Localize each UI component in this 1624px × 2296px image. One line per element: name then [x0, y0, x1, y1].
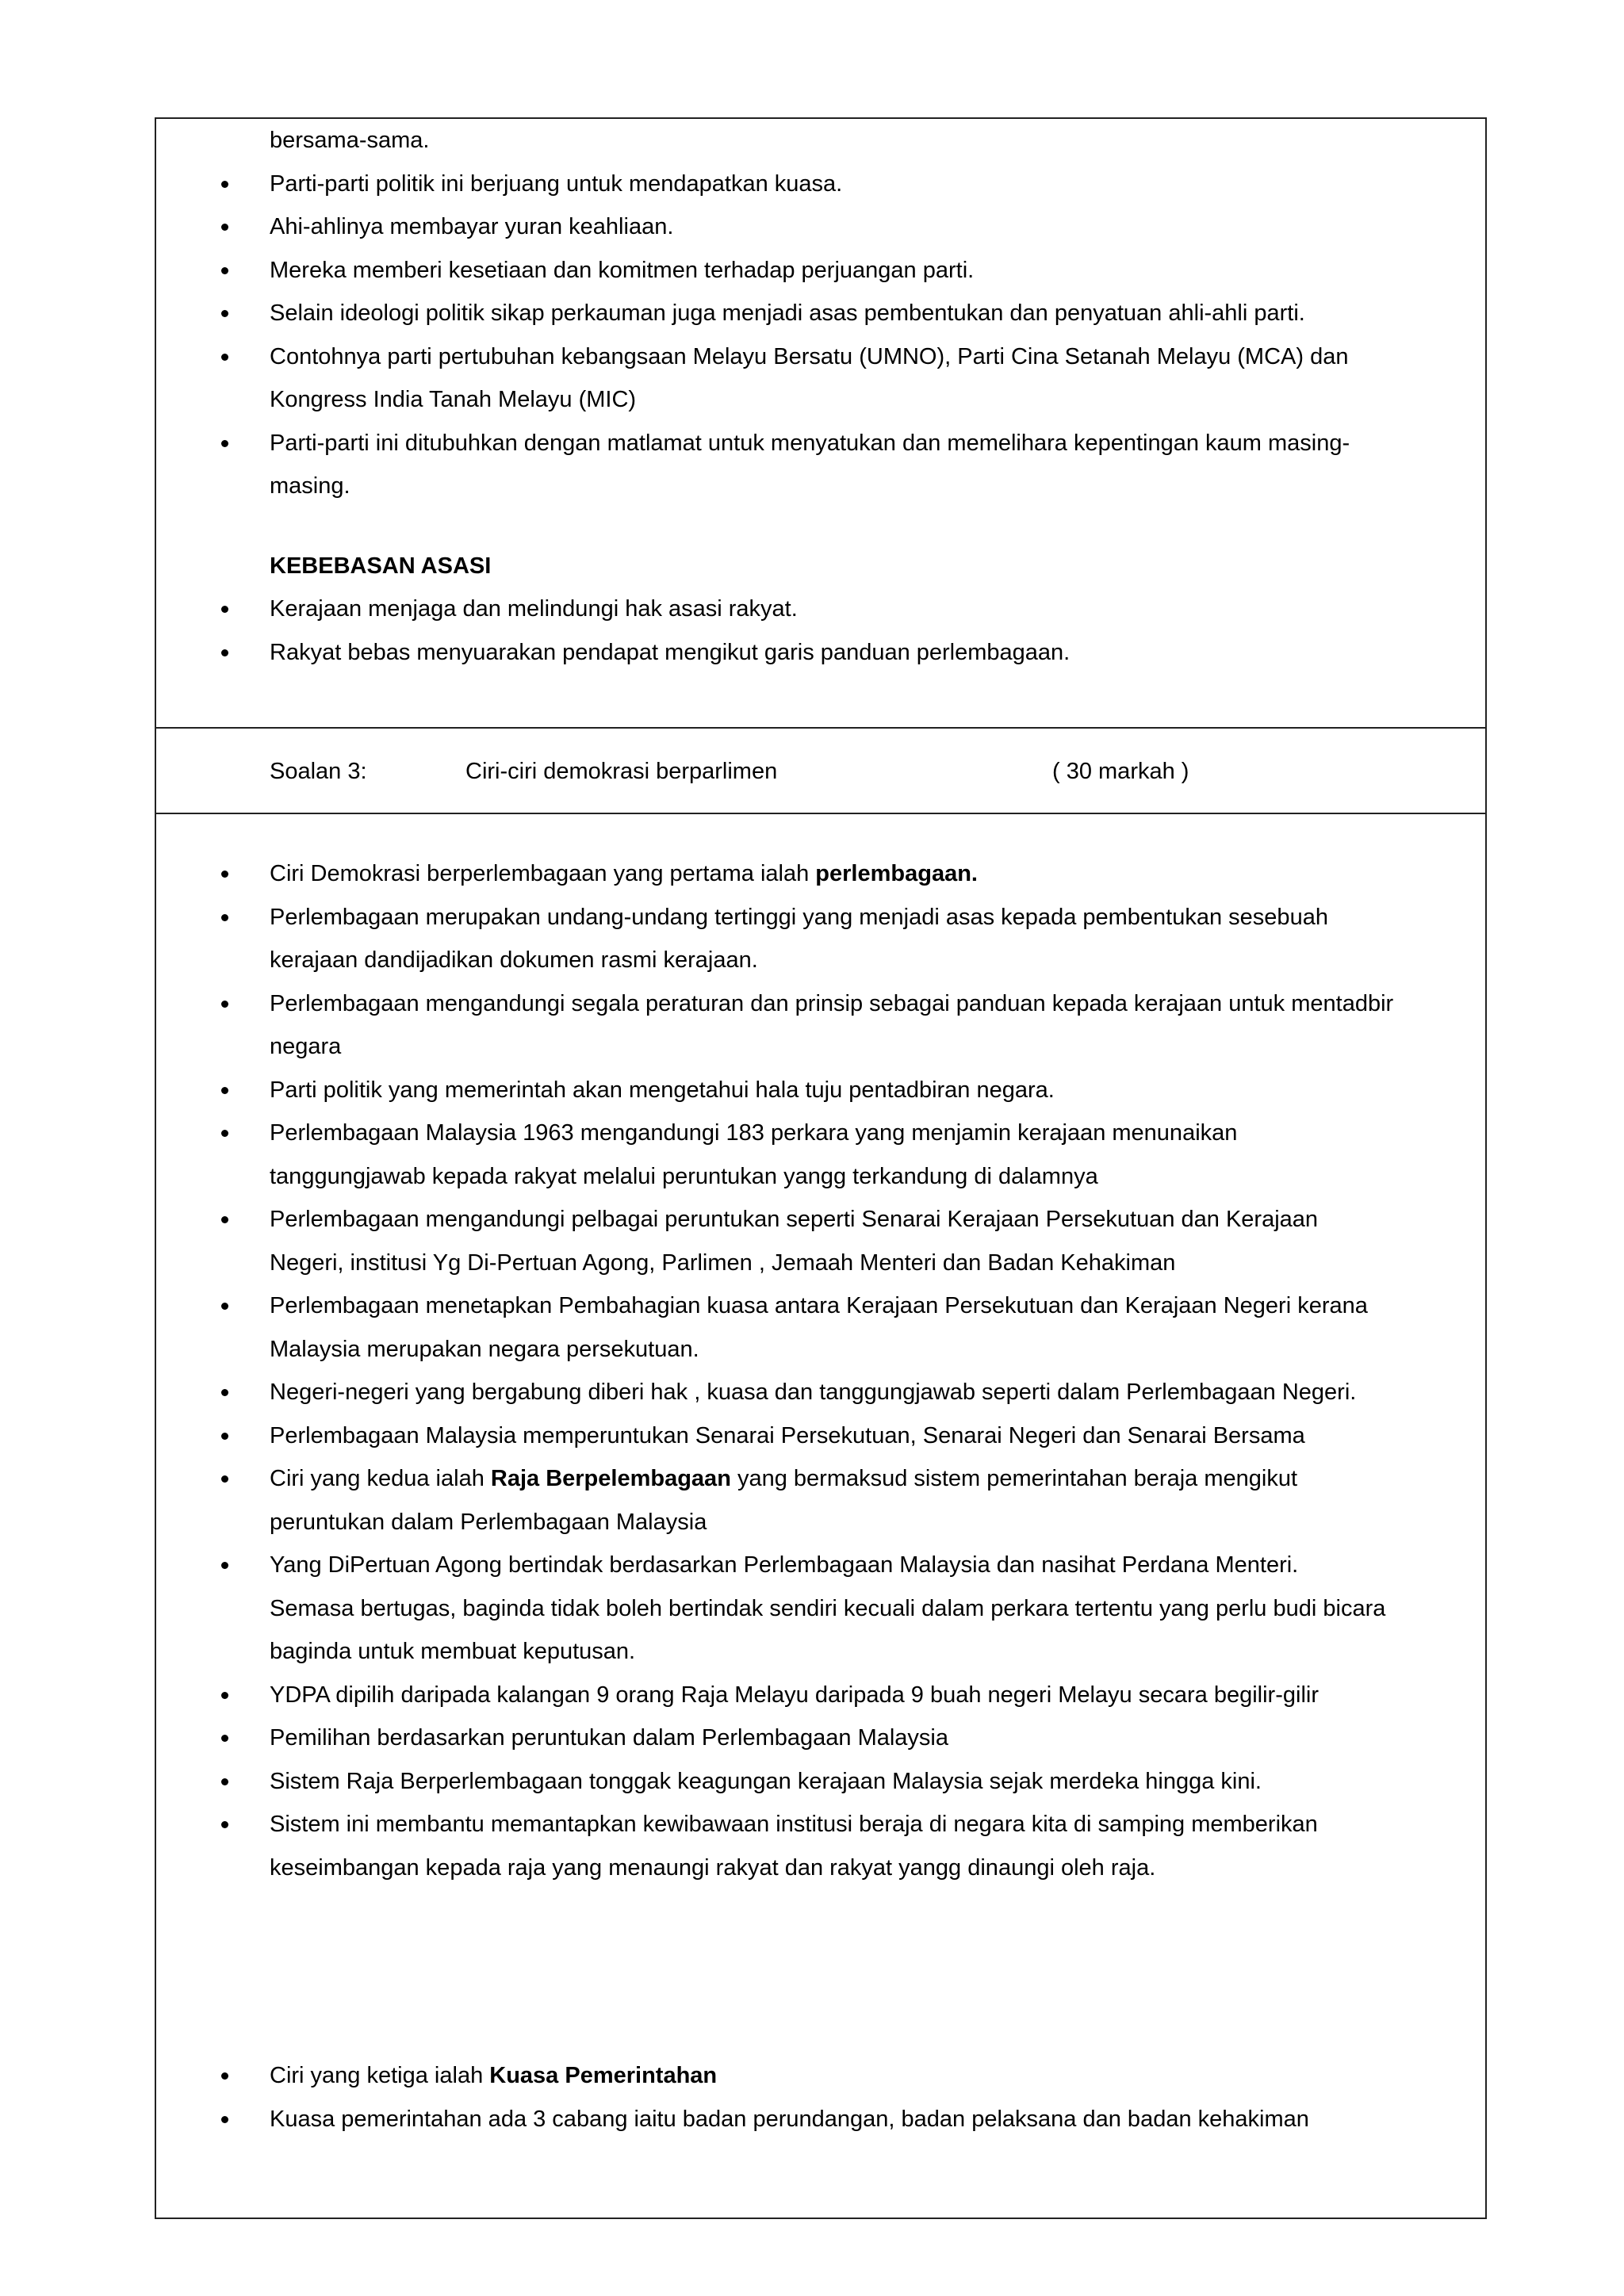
text-line: baginda untuk membuat keputusan. — [270, 1639, 636, 1664]
document-table — [155, 117, 1487, 2219]
list-item — [156, 982, 1485, 1069]
list-item: Kerajaan menjaga dan melindungi hak asasi rakyat. — [156, 587, 1485, 631]
text-line: Perlembagaan mengandungi segala peraturan dan prinsip sebagai panduan kepada kerajaan untuk mentadbir — [270, 990, 1394, 1016]
question-header — [156, 750, 1485, 793]
text-span: Ciri Demokrasi berperlembagaan yang pertama ialah — [270, 861, 816, 886]
freedom-bullet-list — [156, 587, 1485, 674]
list-item: bersama-sama. — [270, 128, 430, 153]
text-line: keseimbangan kepada raja yang menaungi rakyat dan rakyat yangg dinaungi oleh raja. — [270, 1854, 1156, 1881]
list-item — [156, 1198, 1485, 1284]
list-item — [156, 2054, 1485, 2098]
list-item: YDPA dipilih daripada kalangan 9 orang Raja Melayu daripada 9 buah negeri Melayu secara begilir-gilir — [156, 1674, 1485, 1717]
text-span: yang bermaksud sistem pemerintahan beraja mengikut — [730, 1466, 1298, 1491]
question-marks: ( 30 markah ) — [1052, 759, 1189, 784]
list-item: Rakyat bebas menyuarakan pendapat mengikut garis panduan perlembagaan. — [156, 631, 1485, 675]
text-line: Sistem ini membantu memantapkan kewibawaan institusi beraja di negara kita di samping memberikan — [270, 1812, 1318, 1837]
answer-section — [156, 814, 1485, 2218]
list-item — [156, 1803, 1485, 1889]
list-item: Ahi-ahlinya membayar yuran keahliaan. — [156, 205, 1485, 249]
text-span: Ciri yang kedua ialah — [270, 1466, 491, 1491]
text-line: Yang DiPertuan Agong bertindak berdasarkan Perlembagaan Malaysia dan nasihat Perdana Menteri. — [270, 1552, 1299, 1578]
question-row — [156, 729, 1485, 814]
text-line: Perlembagaan menetapkan Pembahagian kuasa antara Kerajaan Persekutuan dan Kerajaan Negeri kerana — [270, 1293, 1368, 1318]
text-line: masing. — [270, 473, 350, 499]
list-item — [156, 1544, 1485, 1674]
question-title: Ciri-ciri demokrasi berparlimen — [465, 759, 778, 784]
list-item: Perlembagaan Malaysia memperuntukan Senarai Persekutuan, Senarai Negeri dan Senarai Bersama — [156, 1414, 1485, 1458]
executive-bullet-list — [156, 2054, 1485, 2141]
text-line — [270, 1457, 1477, 1501]
list-item: Negeri-negeri yang bergabung diberi hak , kuasa dan tanggungjawab seperti dalam Perlembagaan Negeri. — [156, 1371, 1485, 1414]
list-item — [156, 852, 1485, 896]
bold-term: perlembagaan. — [815, 861, 978, 886]
text-line: Semasa bertugas, baginda tidak boleh bertindak sendiri kecuali dalam perkara tertentu yang perlu budi bicara — [270, 1595, 1386, 1621]
text-line: Perlembagaan mengandungi pelbagai peruntukan seperti Senarai Kerajaan Persekutuan dan Kerajaan — [270, 1207, 1319, 1232]
text-span: Ciri yang ketiga ialah — [270, 2063, 490, 2088]
text-line: Contohnya parti pertubuhan kebangsaan Melayu Bersatu (UMNO), Parti Cina Setanah Melayu (MCA) dan — [270, 343, 1349, 369]
section-heading: KEBEBASAN ASASI — [270, 553, 492, 579]
text-line: negara — [270, 1034, 342, 1059]
list-item — [156, 1457, 1485, 1544]
list-item — [156, 335, 1485, 422]
political-parties-section — [156, 119, 1485, 729]
text-line: Perlembagaan Malaysia 1963 mengandungi 183 perkara yang menjamin kerajaan menunaikan — [270, 1120, 1238, 1146]
text-line: Kongress India Tanah Melayu (MIC) — [270, 387, 637, 412]
constitution-bullet-list — [156, 852, 1485, 1457]
bold-term: Kuasa Pemerintahan — [489, 2063, 718, 2088]
list-item: Selain ideologi politik sikap perkauman juga menjadi asas pembentukan dan penyatuan ahli-ahli parti. — [156, 292, 1485, 335]
text-line: Malaysia merupakan negara persekutuan. — [270, 1336, 699, 1362]
text-line: tanggungjawab kepada rakyat melalui peruntukan yangg terkandung di dalamnya — [270, 1163, 1098, 1189]
list-item: Pemilihan berdasarkan peruntukan dalam Perlembagaan Malaysia — [156, 1716, 1485, 1760]
text-line: Perlembagaan merupakan undang-undang tertinggi yang menjadi asas kepada pembentukan sesebuah — [270, 904, 1328, 930]
list-item: Mereka memberi kesetiaan dan komitmen terhadap perjuangan parti. — [156, 249, 1485, 293]
text-line: Parti-parti ini ditubuhkan dengan matlamat untuk menyatukan dan memelihara kepentingan kaum masing- — [270, 430, 1350, 456]
list-item — [156, 1112, 1485, 1198]
party-bullet-list — [156, 119, 1485, 508]
bold-term: Raja Berpelembagaan — [490, 1466, 731, 1491]
list-item: Parti politik yang memerintah akan mengetahui hala tuju pentadbiran negara. — [156, 1069, 1485, 1112]
text-line: kerajaan dandijadikan dokumen rasmi kerajaan. — [270, 947, 758, 973]
list-item — [156, 422, 1485, 508]
list-item: Kuasa pemerintahan ada 3 cabang iaitu badan perundangan, badan pelaksana dan badan kehakiman — [156, 2098, 1485, 2141]
monarchy-bullet-list — [156, 1457, 1485, 1889]
list-item: Sistem Raja Berperlembagaan tonggak keagungan kerajaan Malaysia sejak merdeka hingga kini. — [156, 1760, 1485, 1804]
question-label: Soalan 3: — [270, 759, 367, 784]
list-item — [156, 1284, 1485, 1371]
list-item: Parti-parti politik ini berjuang untuk mendapatkan kuasa. — [156, 163, 1485, 206]
text-line: Negeri, institusi Yg Di-Pertuan Agong, Parlimen , Jemaah Menteri dan Badan Kehakiman — [270, 1249, 1176, 1276]
text-line: peruntukan dalam Perlembagaan Malaysia — [270, 1509, 707, 1535]
list-item — [156, 896, 1485, 982]
